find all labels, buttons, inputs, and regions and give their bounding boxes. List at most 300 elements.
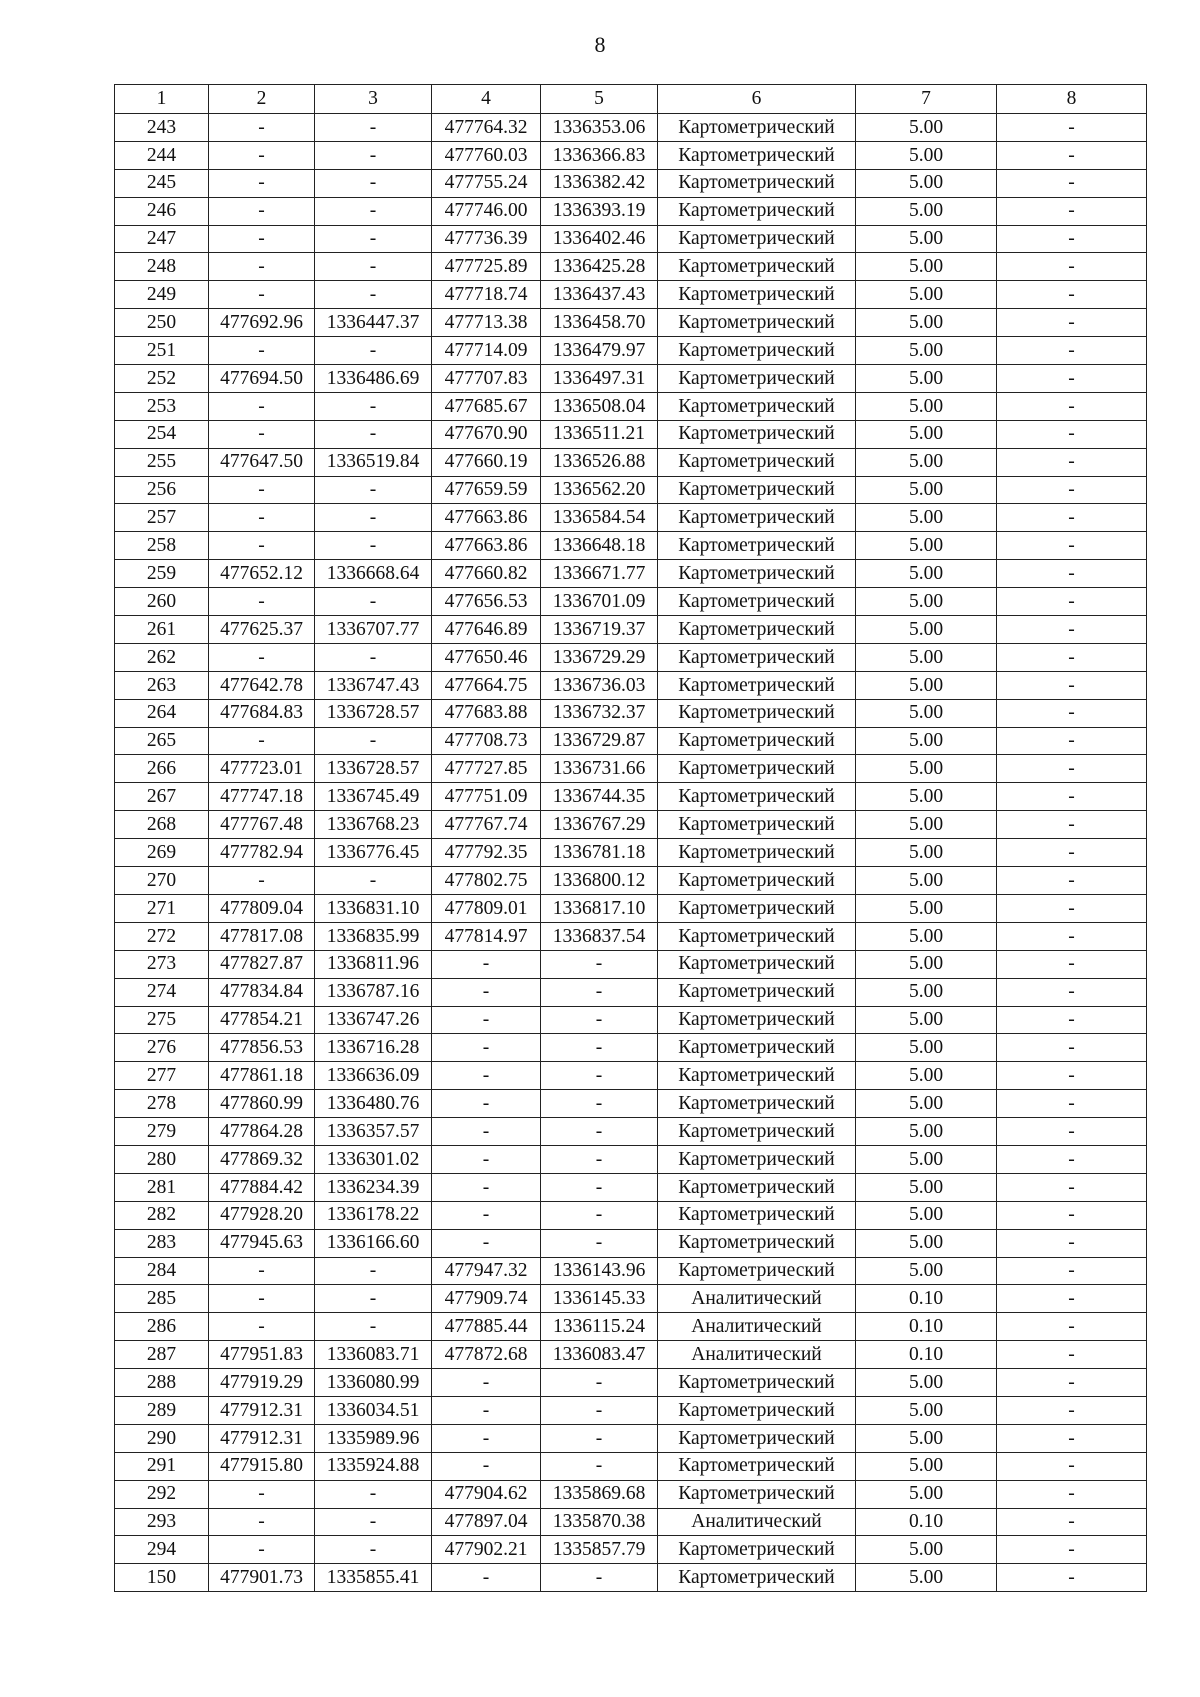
- cell-point-number: 263: [115, 671, 209, 699]
- cell-refined-x: -: [432, 950, 541, 978]
- cell-refined-y: 1336393.19: [541, 197, 658, 225]
- cell-refined-x: 477814.97: [432, 922, 541, 950]
- cell-refined-y: 1336671.77: [541, 560, 658, 588]
- cell-refined-x: 477646.89: [432, 616, 541, 644]
- table-row: [115, 560, 1147, 588]
- cell-description: -: [997, 1313, 1147, 1341]
- cell-point-number: 291: [115, 1452, 209, 1480]
- table-row: [115, 755, 1147, 783]
- table-row: [115, 839, 1147, 867]
- cell-existing-y: -: [315, 1536, 432, 1564]
- cell-refined-y: 1336437.43: [541, 281, 658, 309]
- cell-existing-y: 1336301.02: [315, 1145, 432, 1173]
- cell-refined-x: 477897.04: [432, 1508, 541, 1536]
- cell-method: Картометрический: [658, 448, 856, 476]
- cell-existing-x: -: [209, 225, 315, 253]
- cell-point-number: 288: [115, 1369, 209, 1397]
- table-row: [115, 532, 1147, 560]
- cell-existing-x: 477642.78: [209, 671, 315, 699]
- table-row: [115, 309, 1147, 337]
- cell-method: Картометрический: [658, 1173, 856, 1201]
- cell-refined-y: -: [541, 1118, 658, 1146]
- cell-refined-y: 1336732.37: [541, 699, 658, 727]
- cell-method: Картометрический: [658, 1369, 856, 1397]
- table-row: [115, 811, 1147, 839]
- table-row: [115, 365, 1147, 393]
- table-row: [115, 420, 1147, 448]
- cell-point-number: 257: [115, 504, 209, 532]
- cell-existing-y: 1336728.57: [315, 699, 432, 727]
- table-row: [115, 1508, 1147, 1536]
- cell-existing-x: -: [209, 1285, 315, 1313]
- table-body: [115, 114, 1147, 1592]
- cell-refined-y: -: [541, 1145, 658, 1173]
- cell-refined-y: -: [541, 1229, 658, 1257]
- cell-existing-y: -: [315, 141, 432, 169]
- cell-refined-x: -: [432, 1090, 541, 1118]
- cell-refined-y: 1336736.03: [541, 671, 658, 699]
- cell-existing-x: 477864.28: [209, 1118, 315, 1146]
- column-header: 3: [315, 85, 432, 114]
- table-row: [115, 141, 1147, 169]
- cell-refined-y: -: [541, 1369, 658, 1397]
- cell-accuracy: 5.00: [856, 1564, 997, 1592]
- cell-description: -: [997, 950, 1147, 978]
- cell-accuracy: 5.00: [856, 699, 997, 727]
- coordinates-table: [114, 84, 1147, 1592]
- cell-description: -: [997, 197, 1147, 225]
- cell-refined-x: 477670.90: [432, 420, 541, 448]
- cell-existing-y: 1336447.37: [315, 309, 432, 337]
- cell-description: -: [997, 1341, 1147, 1369]
- table-row: [115, 1229, 1147, 1257]
- cell-existing-y: 1335989.96: [315, 1424, 432, 1452]
- cell-method: Картометрический: [658, 560, 856, 588]
- cell-accuracy: 5.00: [856, 643, 997, 671]
- cell-refined-y: 1336744.35: [541, 783, 658, 811]
- cell-point-number: 253: [115, 392, 209, 420]
- cell-refined-y: 1336817.10: [541, 894, 658, 922]
- cell-point-number: 293: [115, 1508, 209, 1536]
- cell-refined-y: 1336719.37: [541, 616, 658, 644]
- cell-refined-y: 1336353.06: [541, 114, 658, 142]
- cell-point-number: 268: [115, 811, 209, 839]
- cell-refined-x: 477660.19: [432, 448, 541, 476]
- cell-description: -: [997, 1285, 1147, 1313]
- column-header: 8: [997, 85, 1147, 114]
- cell-existing-x: -: [209, 392, 315, 420]
- cell-method: Картометрический: [658, 671, 856, 699]
- cell-point-number: 275: [115, 1006, 209, 1034]
- cell-description: -: [997, 1173, 1147, 1201]
- cell-point-number: 274: [115, 978, 209, 1006]
- cell-method: Картометрический: [658, 1536, 856, 1564]
- table-row: [115, 225, 1147, 253]
- cell-refined-y: 1336508.04: [541, 392, 658, 420]
- cell-point-number: 286: [115, 1313, 209, 1341]
- cell-accuracy: 5.00: [856, 141, 997, 169]
- cell-method: Картометрический: [658, 1118, 856, 1146]
- cell-point-number: 270: [115, 867, 209, 895]
- cell-existing-y: -: [315, 253, 432, 281]
- cell-refined-x: 477727.85: [432, 755, 541, 783]
- cell-existing-y: 1336083.71: [315, 1341, 432, 1369]
- cell-existing-y: -: [315, 281, 432, 309]
- cell-accuracy: 5.00: [856, 337, 997, 365]
- cell-method: Картометрический: [658, 1034, 856, 1062]
- cell-point-number: 277: [115, 1062, 209, 1090]
- table-row: [115, 1452, 1147, 1480]
- cell-description: -: [997, 225, 1147, 253]
- cell-existing-x: 477912.31: [209, 1396, 315, 1424]
- table-row: [115, 1536, 1147, 1564]
- cell-accuracy: 5.00: [856, 1452, 997, 1480]
- cell-accuracy: 5.00: [856, 839, 997, 867]
- cell-existing-y: -: [315, 420, 432, 448]
- cell-point-number: 264: [115, 699, 209, 727]
- cell-method: Картометрический: [658, 225, 856, 253]
- cell-existing-x: 477782.94: [209, 839, 315, 867]
- cell-point-number: 287: [115, 1341, 209, 1369]
- cell-refined-y: -: [541, 1062, 658, 1090]
- cell-description: -: [997, 699, 1147, 727]
- cell-accuracy: 5.00: [856, 365, 997, 393]
- cell-point-number: 262: [115, 643, 209, 671]
- cell-description: -: [997, 281, 1147, 309]
- cell-existing-y: 1336768.23: [315, 811, 432, 839]
- cell-accuracy: 0.10: [856, 1508, 997, 1536]
- cell-refined-y: 1336143.96: [541, 1257, 658, 1285]
- cell-refined-x: 477713.38: [432, 309, 541, 337]
- cell-description: -: [997, 1424, 1147, 1452]
- table-row: [115, 114, 1147, 142]
- cell-description: -: [997, 755, 1147, 783]
- cell-method: Картометрический: [658, 978, 856, 1006]
- table-row: [115, 1257, 1147, 1285]
- cell-refined-x: -: [432, 1201, 541, 1229]
- column-header: 5: [541, 85, 658, 114]
- cell-point-number: 280: [115, 1145, 209, 1173]
- cell-existing-x: 477647.50: [209, 448, 315, 476]
- cell-method: Картометрический: [658, 197, 856, 225]
- cell-accuracy: 5.00: [856, 1090, 997, 1118]
- cell-description: -: [997, 1006, 1147, 1034]
- cell-accuracy: 5.00: [856, 169, 997, 197]
- cell-existing-x: -: [209, 420, 315, 448]
- cell-existing-y: -: [315, 337, 432, 365]
- cell-existing-x: -: [209, 1536, 315, 1564]
- cell-method: Картометрический: [658, 1090, 856, 1118]
- cell-existing-y: 1336234.39: [315, 1173, 432, 1201]
- cell-description: -: [997, 1145, 1147, 1173]
- cell-refined-x: -: [432, 1369, 541, 1397]
- cell-existing-y: 1336357.57: [315, 1118, 432, 1146]
- cell-accuracy: 5.00: [856, 1173, 997, 1201]
- cell-description: -: [997, 1369, 1147, 1397]
- cell-refined-y: 1336729.29: [541, 643, 658, 671]
- cell-existing-x: 477827.87: [209, 950, 315, 978]
- cell-accuracy: 5.00: [856, 1145, 997, 1173]
- cell-point-number: 271: [115, 894, 209, 922]
- cell-method: Картометрический: [658, 867, 856, 895]
- cell-existing-x: -: [209, 727, 315, 755]
- table-row: [115, 392, 1147, 420]
- cell-accuracy: 5.00: [856, 894, 997, 922]
- cell-method: Картометрический: [658, 811, 856, 839]
- cell-refined-y: 1336425.28: [541, 253, 658, 281]
- cell-refined-x: -: [432, 1424, 541, 1452]
- cell-existing-x: -: [209, 337, 315, 365]
- cell-existing-y: 1336486.69: [315, 365, 432, 393]
- cell-accuracy: 5.00: [856, 1229, 997, 1257]
- cell-accuracy: 5.00: [856, 811, 997, 839]
- cell-description: -: [997, 253, 1147, 281]
- cell-refined-y: 1336731.66: [541, 755, 658, 783]
- cell-refined-y: -: [541, 1452, 658, 1480]
- cell-method: Картометрический: [658, 1396, 856, 1424]
- cell-existing-y: -: [315, 1257, 432, 1285]
- cell-point-number: 150: [115, 1564, 209, 1592]
- cell-existing-y: 1336668.64: [315, 560, 432, 588]
- table-row: [115, 504, 1147, 532]
- cell-refined-y: 1336458.70: [541, 309, 658, 337]
- cell-point-number: 256: [115, 476, 209, 504]
- cell-refined-x: 477707.83: [432, 365, 541, 393]
- cell-refined-x: -: [432, 1034, 541, 1062]
- cell-refined-x: 477683.88: [432, 699, 541, 727]
- cell-refined-y: 1335869.68: [541, 1480, 658, 1508]
- cell-method: Картометрический: [658, 169, 856, 197]
- cell-existing-y: -: [315, 392, 432, 420]
- cell-accuracy: 5.00: [856, 922, 997, 950]
- cell-refined-y: -: [541, 1564, 658, 1592]
- cell-existing-x: 477856.53: [209, 1034, 315, 1062]
- cell-existing-y: -: [315, 588, 432, 616]
- cell-accuracy: 5.00: [856, 420, 997, 448]
- cell-description: -: [997, 1201, 1147, 1229]
- table-row: [115, 922, 1147, 950]
- cell-point-number: 251: [115, 337, 209, 365]
- column-header: 4: [432, 85, 541, 114]
- cell-method: Картометрический: [658, 1229, 856, 1257]
- cell-refined-y: 1336366.83: [541, 141, 658, 169]
- cell-refined-y: 1336584.54: [541, 504, 658, 532]
- cell-method: Картометрический: [658, 643, 856, 671]
- cell-existing-x: 477860.99: [209, 1090, 315, 1118]
- cell-existing-y: -: [315, 1285, 432, 1313]
- cell-description: -: [997, 922, 1147, 950]
- cell-refined-y: -: [541, 1173, 658, 1201]
- cell-refined-x: 477909.74: [432, 1285, 541, 1313]
- cell-description: -: [997, 867, 1147, 895]
- cell-point-number: 294: [115, 1536, 209, 1564]
- table-row: [115, 643, 1147, 671]
- cell-refined-y: -: [541, 1034, 658, 1062]
- cell-refined-x: 477904.62: [432, 1480, 541, 1508]
- cell-existing-y: -: [315, 643, 432, 671]
- cell-point-number: 266: [115, 755, 209, 783]
- cell-description: -: [997, 392, 1147, 420]
- cell-refined-y: -: [541, 1424, 658, 1452]
- cell-refined-x: -: [432, 1173, 541, 1201]
- cell-existing-x: -: [209, 1257, 315, 1285]
- cell-point-number: 279: [115, 1118, 209, 1146]
- cell-existing-x: 477694.50: [209, 365, 315, 393]
- cell-refined-y: -: [541, 1396, 658, 1424]
- cell-existing-y: -: [315, 727, 432, 755]
- cell-existing-x: 477809.04: [209, 894, 315, 922]
- cell-existing-x: 477901.73: [209, 1564, 315, 1592]
- column-header: 1: [115, 85, 209, 114]
- cell-refined-y: 1336837.54: [541, 922, 658, 950]
- cell-refined-y: 1336382.42: [541, 169, 658, 197]
- cell-accuracy: 0.10: [856, 1285, 997, 1313]
- cell-description: -: [997, 1118, 1147, 1146]
- cell-method: Картометрический: [658, 253, 856, 281]
- cell-point-number: 282: [115, 1201, 209, 1229]
- cell-existing-y: 1336745.49: [315, 783, 432, 811]
- cell-accuracy: 5.00: [856, 532, 997, 560]
- table-row: [115, 1034, 1147, 1062]
- cell-point-number: 249: [115, 281, 209, 309]
- cell-method: Картометрический: [658, 1480, 856, 1508]
- cell-method: Картометрический: [658, 1257, 856, 1285]
- cell-point-number: 267: [115, 783, 209, 811]
- table-row: [115, 1341, 1147, 1369]
- cell-refined-x: 477802.75: [432, 867, 541, 895]
- cell-accuracy: 5.00: [856, 309, 997, 337]
- cell-existing-y: 1336728.57: [315, 755, 432, 783]
- cell-existing-x: -: [209, 867, 315, 895]
- cell-accuracy: 5.00: [856, 1396, 997, 1424]
- cell-refined-x: 477755.24: [432, 169, 541, 197]
- cell-point-number: 284: [115, 1257, 209, 1285]
- cell-refined-x: 477751.09: [432, 783, 541, 811]
- cell-refined-x: 477760.03: [432, 141, 541, 169]
- cell-existing-y: -: [315, 114, 432, 142]
- cell-description: -: [997, 1536, 1147, 1564]
- cell-point-number: 246: [115, 197, 209, 225]
- table-row: [115, 1480, 1147, 1508]
- table-row: [115, 1424, 1147, 1452]
- cell-existing-x: 477861.18: [209, 1062, 315, 1090]
- cell-refined-x: 477663.86: [432, 504, 541, 532]
- cell-refined-x: 477664.75: [432, 671, 541, 699]
- cell-existing-x: 477817.08: [209, 922, 315, 950]
- cell-description: -: [997, 448, 1147, 476]
- cell-refined-y: 1336562.20: [541, 476, 658, 504]
- cell-existing-x: -: [209, 169, 315, 197]
- cell-point-number: 259: [115, 560, 209, 588]
- cell-method: Картометрический: [658, 1564, 856, 1592]
- cell-existing-y: 1336787.16: [315, 978, 432, 1006]
- cell-description: -: [997, 1090, 1147, 1118]
- cell-refined-y: 1336701.09: [541, 588, 658, 616]
- cell-method: Картометрический: [658, 141, 856, 169]
- table-row: [115, 1090, 1147, 1118]
- cell-existing-y: 1336747.26: [315, 1006, 432, 1034]
- cell-method: Аналитический: [658, 1313, 856, 1341]
- cell-existing-y: 1336707.77: [315, 616, 432, 644]
- cell-existing-x: -: [209, 281, 315, 309]
- cell-point-number: 250: [115, 309, 209, 337]
- cell-method: Картометрический: [658, 420, 856, 448]
- cell-description: -: [997, 1034, 1147, 1062]
- cell-refined-y: 1336800.12: [541, 867, 658, 895]
- cell-existing-y: 1336166.60: [315, 1229, 432, 1257]
- cell-refined-y: 1336729.87: [541, 727, 658, 755]
- cell-method: Картометрический: [658, 727, 856, 755]
- cell-description: -: [997, 894, 1147, 922]
- cell-existing-x: 477884.42: [209, 1173, 315, 1201]
- cell-refined-y: -: [541, 1090, 658, 1118]
- cell-existing-y: -: [315, 1508, 432, 1536]
- cell-refined-x: -: [432, 1062, 541, 1090]
- cell-refined-y: 1335857.79: [541, 1536, 658, 1564]
- cell-accuracy: 5.00: [856, 783, 997, 811]
- cell-description: -: [997, 337, 1147, 365]
- cell-description: -: [997, 560, 1147, 588]
- cell-refined-y: 1336115.24: [541, 1313, 658, 1341]
- cell-existing-x: -: [209, 197, 315, 225]
- cell-method: Картометрический: [658, 1424, 856, 1452]
- cell-existing-y: -: [315, 532, 432, 560]
- cell-existing-y: 1336831.10: [315, 894, 432, 922]
- cell-accuracy: 5.00: [856, 114, 997, 142]
- cell-refined-x: 477885.44: [432, 1313, 541, 1341]
- cell-point-number: 283: [115, 1229, 209, 1257]
- cell-accuracy: 5.00: [856, 755, 997, 783]
- cell-existing-x: 477692.96: [209, 309, 315, 337]
- cell-accuracy: 5.00: [856, 225, 997, 253]
- cell-existing-y: 1336776.45: [315, 839, 432, 867]
- table-row: [115, 1201, 1147, 1229]
- cell-existing-x: 477684.83: [209, 699, 315, 727]
- cell-point-number: 265: [115, 727, 209, 755]
- cell-accuracy: 0.10: [856, 1341, 997, 1369]
- table-row: [115, 978, 1147, 1006]
- cell-existing-x: 477945.63: [209, 1229, 315, 1257]
- cell-existing-x: 477915.80: [209, 1452, 315, 1480]
- cell-refined-x: 477947.32: [432, 1257, 541, 1285]
- cell-point-number: 269: [115, 839, 209, 867]
- cell-method: Картометрический: [658, 616, 856, 644]
- cell-point-number: 261: [115, 616, 209, 644]
- cell-method: Картометрический: [658, 504, 856, 532]
- cell-refined-y: 1336479.97: [541, 337, 658, 365]
- cell-method: Картометрический: [658, 1145, 856, 1173]
- cell-refined-y: 1336145.33: [541, 1285, 658, 1313]
- cell-method: Картометрический: [658, 588, 856, 616]
- cell-description: -: [997, 1229, 1147, 1257]
- cell-accuracy: 5.00: [856, 448, 997, 476]
- cell-description: -: [997, 1062, 1147, 1090]
- cell-method: Картометрический: [658, 839, 856, 867]
- cell-method: Картометрический: [658, 365, 856, 393]
- cell-refined-x: -: [432, 1229, 541, 1257]
- cell-refined-x: 477872.68: [432, 1341, 541, 1369]
- cell-accuracy: 5.00: [856, 253, 997, 281]
- cell-existing-x: -: [209, 588, 315, 616]
- cell-accuracy: 5.00: [856, 978, 997, 1006]
- cell-description: -: [997, 169, 1147, 197]
- cell-method: Аналитический: [658, 1508, 856, 1536]
- cell-accuracy: 5.00: [856, 1034, 997, 1062]
- cell-accuracy: 5.00: [856, 1062, 997, 1090]
- cell-existing-x: -: [209, 1480, 315, 1508]
- cell-accuracy: 5.00: [856, 476, 997, 504]
- page-number: 8: [594, 32, 606, 57]
